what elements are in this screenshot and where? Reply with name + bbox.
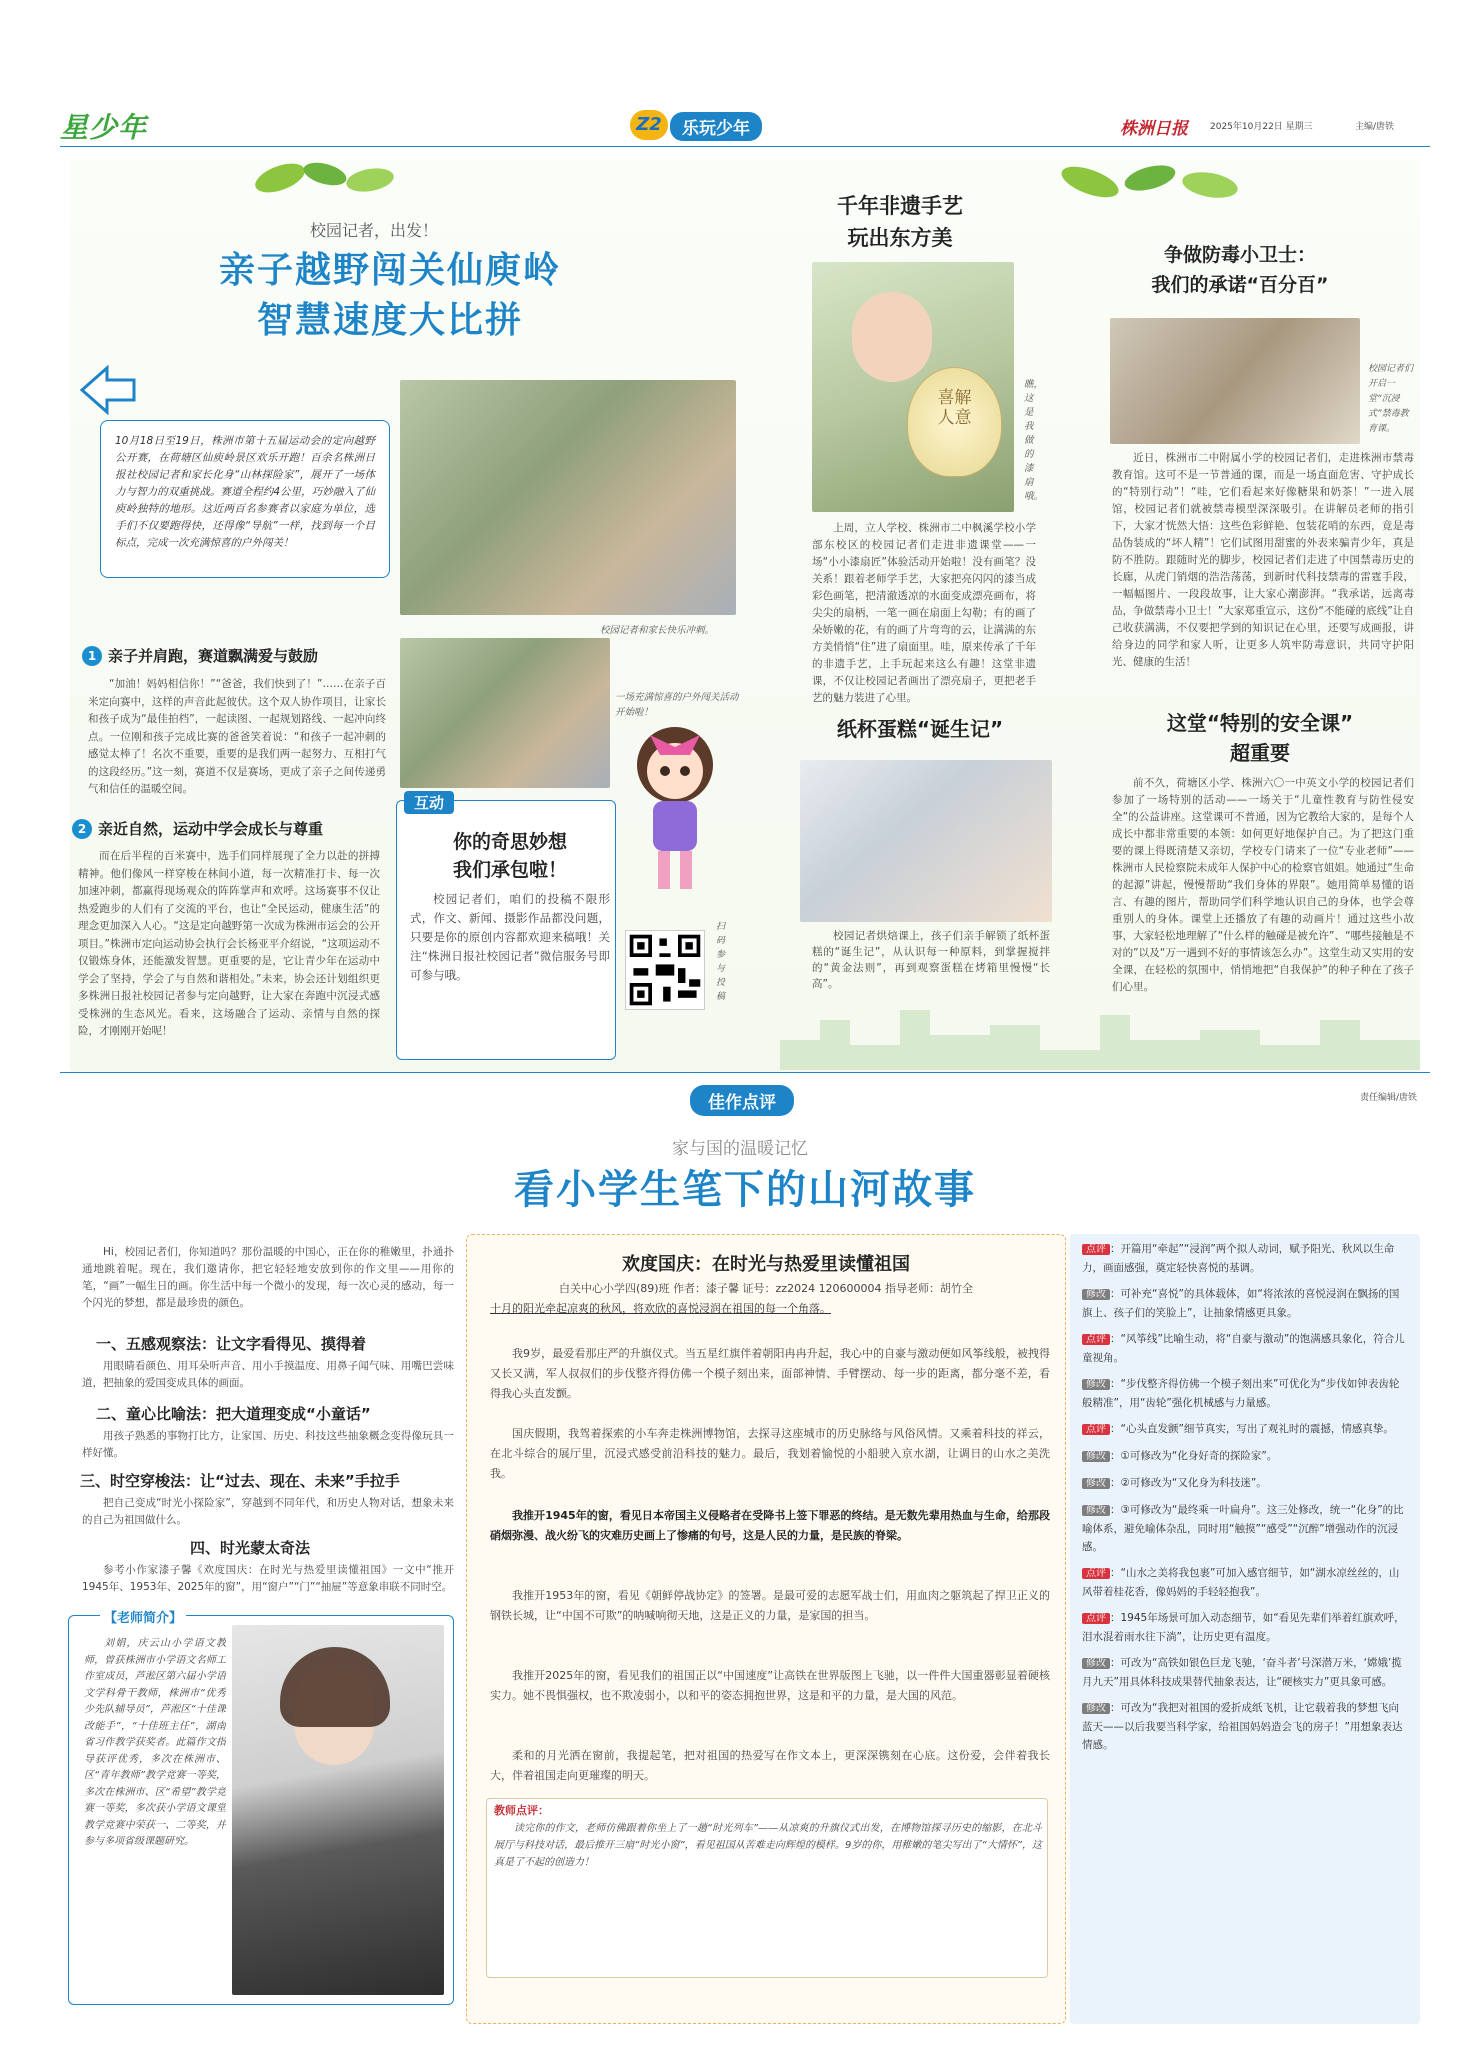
comment-item (1082, 1447, 1408, 1466)
leaf-decoration-right-icon (1050, 160, 1250, 210)
safety-text: 前不久，荷塘区小学、株洲六〇一中英文小学的校园记者们参加了一场特别的活动——一场关于“儿童性教育与防性侵安全”的公益讲座。这堂课可不普通，因为它教给大家的，是每个人成长中都非常重要的本领：如何更好地保护自己。为了把这门重要的课上得既清楚又亲切，学校专门请来了一位“专业老师”——株洲市人民检察院未成年人保护中心的检察官姐姐。她通过“生命的起源”讲起，慢慢帮助“我们身体的界限”。她用简单易懂的语言、有趣的图片，帮助同学们科学地认识自己的身体，也学会尊重别人的身体。课堂上还播放了有趣的动画片！通过这些小故事，大家轻松地理解了“什么样的触碰是被允许”、“哪些接触是不对的”以及“万一遇到不好的事情该怎么办”。这堂生动又实用的安全课，在轻松的氛围中，悄悄地把“自我保护”的种子种在了孩子们心里。 (1112, 777, 1414, 993)
lower-kicker: 家与国的温暖记忆 (672, 1139, 808, 1159)
arrow-decoration-icon (72, 360, 142, 420)
method4-heading: 四、时光蒙太奇法 (190, 1539, 311, 1557)
article-title (140, 246, 640, 346)
header-rule (60, 146, 1430, 147)
section2-heading (72, 818, 323, 839)
method3-text: 把自己变成“时光小探险家”，穿越到不同年代，和历史人物对话，想象未来的自己为祖国做什么。 (82, 1497, 454, 1526)
interact-title-line1: 你的奇思妙想 (452, 831, 567, 853)
review-tag: 佳作点评 (690, 1085, 794, 1116)
issue-date: 2025年10月22日 星期三 (1210, 122, 1313, 132)
method3-heading: 三、时空穿梭法：让“过去、现在、未来”手拉手 (80, 1472, 400, 1490)
comment-tag: 修改 (1082, 1379, 1110, 1390)
section1-text: “加油！妈妈相信你！”“爸爸，我们快到了！”……在亲子百米定向赛中，这样的声音此起彼伏。这个双人协作项目，让家长和孩子成为“最佳拍档”，一起读图、一起规划路线、一起冲向终点。一位刚和孩子完成比赛的爸爸笑着说：“和孩子一起冲刺的感觉太棒了！名次不重要，重要的是我们两一起努力、互相打气的这段经历。”这一刻，赛道不仅是赛场，更成了亲子之间传递勇气和信任的温暖空间。 (88, 678, 386, 795)
race-photo-caption: 校园记者和家长快乐冲刺。 (600, 625, 715, 636)
comment-tag: 修改 (1082, 1289, 1110, 1300)
comment-text: ：②可修改为“又化身为科技迷”。 (1110, 1477, 1267, 1489)
lacquer-fan (907, 367, 1002, 477)
comment-text: ：“步伐整齐得仿佛一个模子刻出来”可优化为“步伐如钟表齿轮般精准”，用“齿轮”强化机械感与力量感。 (1082, 1378, 1400, 1409)
section2-number: 2 (72, 819, 92, 839)
comment-item (1082, 1654, 1408, 1691)
essay-para6: 柔和的月光洒在窗前，我提起笔，把对祖国的热爱写在作文本上，更深深镌刻在心底。这份爱，会伴着我长大，伴着祖国走向更璀璨的明天。 (490, 1749, 1050, 1782)
heritage-side-caption: 瞧，这是我做的漆扇哦。 (1024, 379, 1044, 502)
comment-item (1082, 1501, 1408, 1556)
comment-tag: 修改 (1082, 1658, 1110, 1669)
safety-title-line2: 超重要 (1230, 741, 1290, 765)
comment-item (1082, 1330, 1408, 1367)
essay-title: 欢度国庆：在时光与热爱里读懂祖国 (622, 1254, 910, 1275)
article-title-line2: 智慧速度大比拼 (256, 300, 523, 341)
comment-item (1082, 1285, 1408, 1322)
teacher-intro: 刘娟，庆云山小学语文教师，曾获株洲市小学语文名师工作室成员，芦淞区第六届小学语文学科骨干教师，株洲市“优秀少先队辅导员”，芦淞区“十佳课改能手”，“十佳班主任”，湖南省习作教学获奖者。此篇作文指导获评优秀，多次在株洲市、区“青年教师”教学竞赛一等奖，多次在株洲市、区“希望”教学竞赛一等奖，多次获小学语文课堂教学竞赛中荣获一、二等奖，并参与多项省级课题研究。 (84, 1638, 226, 1847)
comment-item (1082, 1240, 1408, 1277)
teacher-hair (280, 1647, 390, 1727)
section2-title: 亲近自然，运动中学会成长与尊重 (98, 820, 324, 838)
essay-para4: 我推开1953年的窗，看见《朝鲜停战协定》的签署。是最可爱的志愿军战士们，用血肉之躯筑起了捍卫正义的钢铁长城，让“中国不可欺”的呐喊响彻天地，这是正义的力量，是家国的担当。 (490, 1589, 1050, 1622)
comment-item (1082, 1609, 1408, 1646)
comment-text: ：1945年场景可加入动态细节，如“看见先辈们举着红旗欢呼，泪水混着雨水往下淌”，让历史更有温度。 (1082, 1612, 1405, 1643)
comment-tag: 点评 (1082, 1424, 1110, 1435)
safety-title-line1: 这堂“特别的安全课” (1166, 711, 1354, 735)
lower-title: 看小学生笔下的山河故事 (514, 1167, 976, 1213)
comment-tag: 修改 (1082, 1505, 1110, 1516)
essay-lead: 十月的阳光牵起凉爽的秋风，将欢欣的喜悦浸润在祖国的每一个角落。 (490, 1302, 831, 1315)
race-running-photo (400, 638, 610, 788)
cupcake-class-photo (800, 760, 1052, 922)
method4-text: 参考小作家漆子馨《欢度国庆：在时光与热爱里读懂祖国》一文中“推开1945年、1953年、2025年的窗”，用“窗户”“门”“抽屉”等意象串联不同时空。 (82, 1564, 454, 1593)
comment-tag: 修改 (1082, 1703, 1110, 1714)
essay-para3: 我推开1945年的窗，看见日本帝国主义侵略者在受降书上签下罪恶的终结。是无数先辈用热血与生命，给那段硝烟弥漫、战火纷飞的灾难历史画上了惨痛的句号，这是人民的力量，是民族的脊梁。 (490, 1509, 1050, 1542)
heritage-title (795, 190, 1005, 254)
section1-number: 1 (82, 646, 102, 666)
teacher-portrait (232, 1625, 444, 1995)
section-logo: 星少年 (60, 111, 148, 144)
cupcake-caption: 校园记者烘焙课上，孩子们亲手解锁了纸杯蛋糕的“诞生记”，从认识每一种原料，到掌握搅拌的“黄金法则”，再到观察蛋糕在烤箱里慢慢“长高”。 (812, 930, 1050, 990)
comment-text: ：开篇用“牵起”“浸润”两个拟人动词，赋予阳光、秋风以生命力，画面感强，奠定轻快喜悦的基调。 (1082, 1243, 1395, 1274)
interact-text: 校园记者们，咱们的投稿不限形式，作文、新闻、摄影作品都没问题，只要是你的原创内容都欢迎来稿哦！关注“株洲日报社校园记者”微信服务号即可参与哦。 (410, 892, 610, 982)
comment-tag: 点评 (1082, 1334, 1110, 1345)
comment-item (1082, 1699, 1408, 1754)
method2-heading: 二、童心比喻法：把大道理变成“小童话” (96, 1405, 371, 1423)
heritage-text: 上周，立人学校、株洲市二中枫溪学校小学部东校区的校园记者们走进非遗课堂——一场“小小漆扇匠”体验活动开始啦！没有画笔？没关系！跟着老师学手艺，大家把亮闪闪的漆当成彩色画笔，把清澈透凉的水面变成漂亮画布，将尖尖的扇柄，一笔一画在扇面上勾勒；有的画了朵娇嫩的花，有的画了片弯弯的云，让满满的东方美悄悄“住”进了扇面里。哇，原来传承了千年的非遗手艺，上手玩起来这么有趣！这堂非遗课，不仅让校园记者画出了漂亮扇子，更把老手艺的魅力装进了心里。 (812, 522, 1036, 703)
comment-text: ：③可修改为“最终乘一叶扁舟”。这三处修改，统一“化身”的比喻体系，避免喻体杂乱，同时用“触摸”“感受”“沉醉”增强动作的沉浸感。 (1082, 1504, 1404, 1553)
essay-para1: 我9岁，最爱看那庄严的升旗仪式。当五星红旗伴着朝阳冉冉升起，我心中的自豪与激动便如风筝线般，被拽得又长又满，军人叔叔们的步伐整齐得仿佛一个模子刻出来，面部神情、手臂摆动、每一步的距离，都分毫不差，看得我心头直发颤。 (490, 1347, 1050, 1400)
comment-tag: 点评 (1082, 1568, 1110, 1579)
heritage-title-line2: 玩出东方美 (847, 226, 953, 250)
comments-list (1082, 1240, 1408, 2020)
essay-author: 白关中心小学四(89)班 作者：漆子馨 证号：zz2024 120600004 指导老师：胡竹全 (558, 1282, 974, 1295)
race-group-photo (400, 380, 736, 615)
comment-item (1082, 1474, 1408, 1493)
comment-tag: 点评 (1082, 1244, 1110, 1255)
section1-heading (82, 645, 318, 666)
comment-text: ：可改为“高铁如银色巨龙飞驰，‘奋斗者’号深潜万米，‘嫦娥’揽月九天”用具体科技成果替代抽象表达，让“硬核实力”更具象可感。 (1082, 1657, 1402, 1688)
essay-para5: 我推开2025年的窗，看见我们的祖国正以“中国速度”让高铁在世界版图上飞驰，以一件件大国重器彰显着硬核实力。她不畏惧强权，也不欺凌弱小，以和平的姿态拥抱世界，这是和平的力量，是大国的风范。 (490, 1669, 1050, 1702)
page-number-badge: Z2 (630, 110, 668, 140)
comment-tag: 修改 (1082, 1451, 1110, 1462)
cartoon-girl-illustration (620, 705, 730, 895)
drug-museum-photo (1110, 318, 1360, 444)
drug-museum-caption: 校园记者们开启一堂“沉浸式”禁毒教育课。 (1368, 364, 1414, 434)
comment-text: ：①可修改为“化身好奇的探险家”。 (1110, 1450, 1278, 1462)
student-face (852, 292, 932, 382)
heritage-title-line1: 千年非遗手艺 (837, 194, 963, 218)
cupcake-title: 纸杯蛋糕“诞生记” (836, 717, 1004, 741)
comment-item (1082, 1564, 1408, 1601)
method2-text: 用孩子熟悉的事物打比方，让家国、历史、科技这些抽象概念变得像玩具一样好懂。 (82, 1430, 454, 1459)
essay-para2: 国庆假期，我驾着探索的小车奔走株洲博物馆，去探寻这座城市的历史脉络与风俗风情。又乘着科技的祥云，在北斗综合的展厅里，沉浸式感受前沿科技的魅力。最后，我划着愉悦的小船驶入京水湖，让调日的山水之美洗我。 (490, 1427, 1050, 1480)
lower-intro: Hi，校园记者们，你知道吗？那份温暖的中国心，正在你的稚嫩里，扑通扑通地跳着呢。现在，我们邀请你，把它轻轻地安放到你的作文里——用你的笔，“画”一幅生日的画。你生活中每一个微小的发现，每一次心灵的感动，每一个闪光的梦想，都是最珍贵的颜色。 (82, 1246, 454, 1309)
lower-section-rule (60, 1072, 1430, 1073)
safety-title (1110, 708, 1410, 768)
article-kicker: 校园记者，出发！ (310, 221, 439, 240)
leaf-decoration-icon (250, 160, 410, 200)
anti-drug-text: 近日，株洲市二中附属小学的校园记者们，走进株洲市禁毒教育馆。这可不是一节普通的课，而是一场直面危害、守护成长的“特别行动”！“哇，它们看起来好像糖果和奶茶！”一进入展馆，校园记者们就被禁毒模型深深吸引。在讲解员老师的指引下，大家才恍然大悟：这些色彩鲜艳、包装花哨的东西，竟是毒品伪装成的“坏人精”！它们试图用甜蜜的外表来骗青少年，真是防不胜防。跟随时光的脚步，校园记者们走进了中国禁毒历史的长廊，从虎门销烟的浩浩荡荡，到新时代科技禁毒的雷霆手段，一幅幅图片、一段段故事，让大家心潮澎湃。“我承诺，远离毒品，争做禁毒小卫士！”大家郑重宣示，这份“不能碰的底线”让自己收获满满，不仅要把学到的知识记在心里，还要写成画报，讲给身边的同学和家人听，让更多人筑牢防毒意识，共同守护阳光、健康的生活！ (1112, 452, 1414, 668)
comment-text: ：“心头直发颤”细节真实，写出了观礼时的震撼，情感真挚。 (1110, 1423, 1394, 1435)
article-intro: 10月18日至19日，株洲市第十五届运动会的定向越野公开赛，在荷塘区仙庾岭景区欢乐开跑！百余名株洲日报社校园记者和家长化身“山林探险家”，展开了一场体力与智力的双重挑战。赛道全程约4公里，巧妙融入了仙庾岭独特的地形。这近两百名参赛者以家庭为单位，选手们不仅要跑得快，还得像“导航”一样，找到每一个目标点，完成一次充满惊喜的户外闯关！ (100, 420, 390, 578)
interact-title-line2: 我们承包啦！ (452, 859, 567, 881)
anti-drug-title-line1: 争做防毒小卫士： (1163, 244, 1316, 266)
method1-heading: 一、五感观察法：让文字看得见、摸得着 (96, 1335, 367, 1353)
section-name: 乐玩少年 (670, 112, 762, 141)
lower-editor-credit: 责任编辑/唐铁 (1360, 1093, 1418, 1103)
interact-tag: 互动 (404, 791, 454, 814)
comment-text: ：可补充“喜悦”的具体载体，如“将浓浓的喜悦浸润在飘扬的国旗上、孩子们的笑脸上”，让抽象情感更具象。 (1082, 1288, 1400, 1319)
interact-title (410, 828, 610, 884)
teacher-comment-tag: 教师点评： (494, 1804, 549, 1817)
anti-drug-title (1090, 240, 1390, 300)
comment-tag: 点评 (1082, 1613, 1110, 1624)
qr-caption: 扫码参与投稿 (716, 922, 726, 1002)
comment-text: ：“山水之美将我包裹”可加入感官细节，如“湖水凉丝丝的，山风带着桂花香，像妈妈的手轻轻抱我”。 (1082, 1567, 1400, 1598)
qr-code[interactable] (625, 930, 705, 1010)
method1-text: 用眼睛看颜色、用耳朵听声音、用小手摸温度、用鼻子闻气味、用嘴巴尝味道，把抽象的爱国变成具体的画面。 (82, 1360, 454, 1389)
comment-item (1082, 1420, 1408, 1439)
comment-tag: 修改 (1082, 1478, 1110, 1489)
section2-text: 而在后半程的百米赛中，选手们同样展现了全力以赴的拼搏精神。他们像风一样穿梭在林间小道，每一次精准打卡、每一次加速冲刺，都赢得现场观众的阵阵掌声和欢呼。这场赛事不仅让热爱跑步的人们有了交流的平台，也让“全民运动，健康生活”的理念更加深入人心。“这是定向越野第一次成为株洲市运会的公开项目。”株洲市定向运动协会执行会长杨亚平介绍说，“这项运动不仅锻炼身体，还能激发智慧。更重要的是，它让青少年在运动中学会了坚持，学会了与自然和谐相处。”未来，协会还计划组织更多株洲日报社校园记者参与定向越野，让大家在奔跑中沉浸式感受株洲的生态风光。看来，这场融合了运动、亲情与自然的探险，才刚刚开始呢！ (78, 850, 380, 1037)
comment-item (1082, 1375, 1408, 1412)
editor-credit: 主编/唐铁 (1355, 122, 1395, 132)
page-header (60, 108, 1430, 144)
heritage-fan-photo (812, 262, 1014, 512)
newspaper-logo: 株洲日报 (1120, 119, 1188, 139)
article-title-line1: 亲子越野闯关仙庾岭 (218, 250, 561, 291)
race-photo2-caption: 一场充满惊喜的户外闯关活动开始啦！ (615, 692, 739, 718)
comment-text: ：可改为“我把对祖国的爱折成纸飞机，让它载着我的梦想飞向蓝天——以后我要当科学家，给祖国妈妈造会飞的房子！”用想象表达情感。 (1082, 1702, 1403, 1751)
teacher-tag: 【老师简介】 (100, 1607, 186, 1626)
teacher-comment-text: 读完你的作文，老师仿佛跟着你坐上了一趟“时光列车”——从凉爽的升旗仪式出发，在博物馆探寻历史的缩影，在北斗展厅与科技对话，最后推开三扇“时光小窗”，看见祖国从苦难走向辉煌的模样。9岁的你，用稚嫩的笔尖写出了“大情怀”，这真是了不起的创造力！ (494, 1823, 1042, 1868)
anti-drug-title-line2: 我们的承诺“百分百” (1151, 274, 1329, 296)
fan-text: 喜解人意 (937, 388, 972, 428)
comment-text: ：“风筝线”比喻生动，将“自豪与激动”的饱满感具象化，符合儿童视角。 (1082, 1333, 1405, 1364)
section1-title: 亲子并肩跑，赛道飘满爱与鼓励 (108, 647, 319, 665)
